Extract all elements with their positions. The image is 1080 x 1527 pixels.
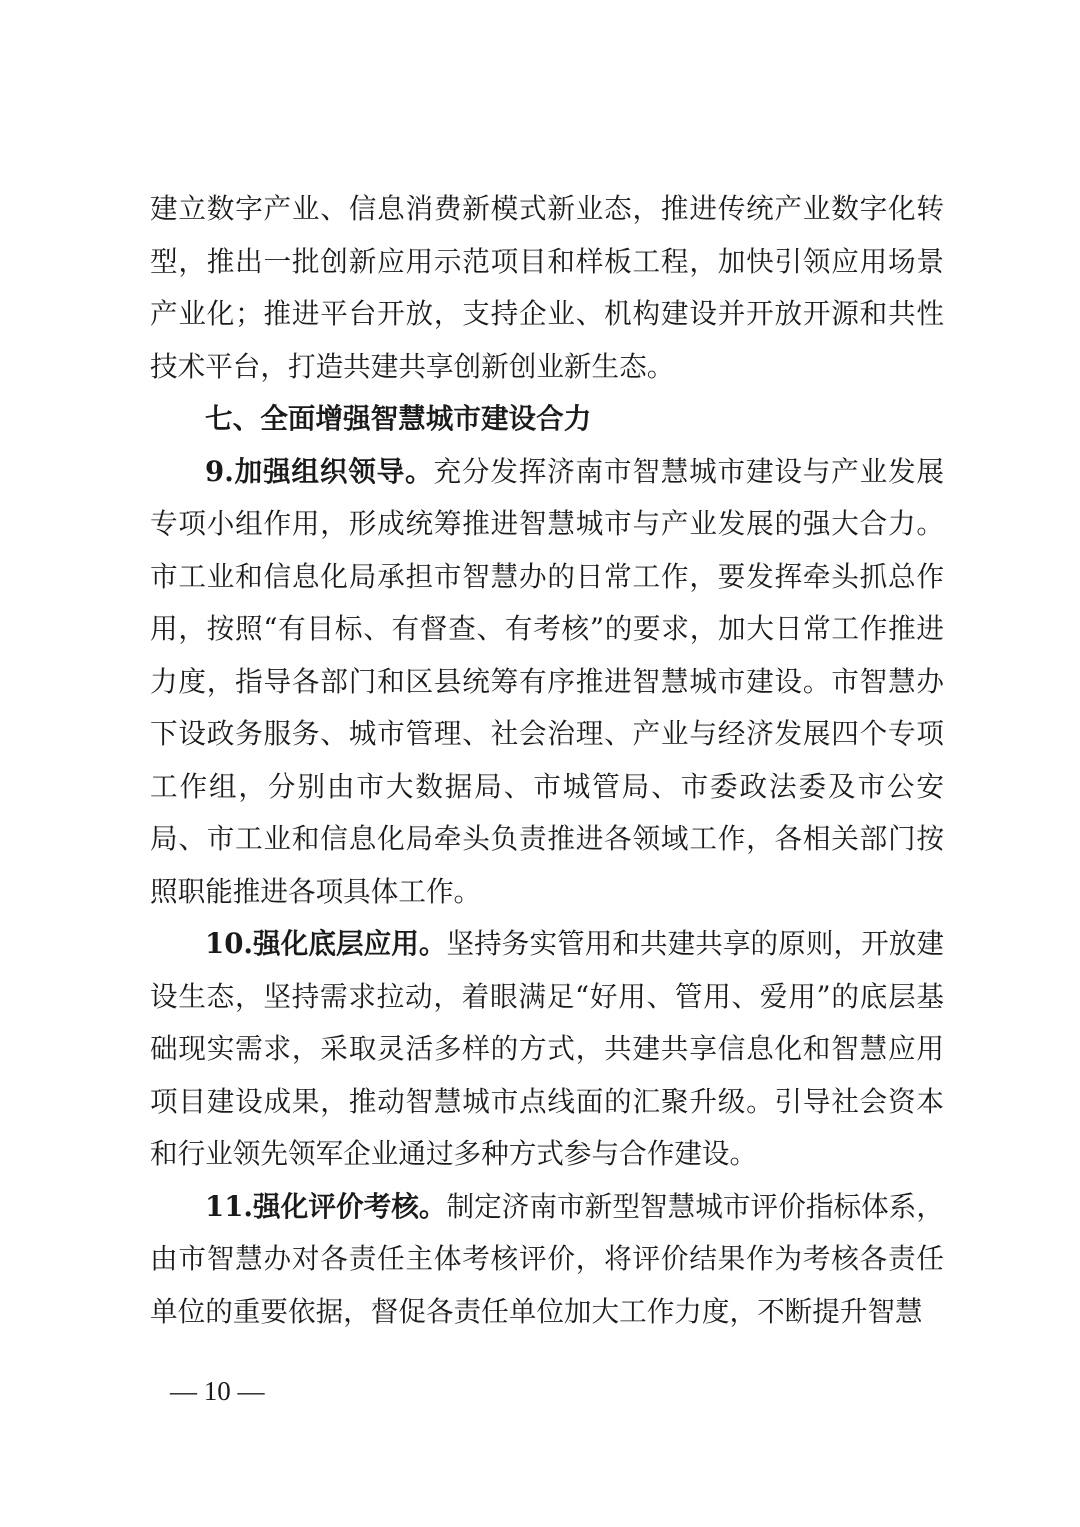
item-lead-10: 10.强化底层应用。 <box>205 927 447 960</box>
page-number: — 10 — <box>170 1376 265 1406</box>
intro-paragraph: 建立数字产业、信息消费新模式新业态，推进传统产业数字化转型，推出一批创新应用示范项目和样板工程，加快引领应用场景产业化；推进平台开放，支持企业、机构建设并开放开源和共性技术平台，打造共建共享创新创业新生态。 <box>150 192 944 383</box>
item-body-11: 制定济南市新型智慧城市评价指标体系，由市智慧办对各责任主体考核评价，将评价结果作为考核各责任单位的重要依据，督促各责任单位加大工作力度，不断提升智慧 <box>150 1189 944 1328</box>
item-body-9: 充分发挥济南市智慧城市建设与产业发展专项小组作用，形成统筹推进智慧城市与产业发展的强大合力。市工业和信息化局承担市智慧办的日常工作，要发挥牵头抓总作用，按照“有目标、有督查、有考核”的要求，加大日常工作推进力度，指导各部门和区县统筹有序推进智慧城市建设。市智慧办下设政务服务、城市管理、社会治理、产业与经济发展四个专项工作组，分别由市大数据局、市城管局、市委政法委及市公安局、市工业和信息化局牵头负责推进各领域工作，各相关部门按照职能推进各项具体工作。 <box>150 454 944 908</box>
item-paragraph-9 <box>150 446 944 919</box>
item-paragraph-10 <box>150 918 944 1181</box>
item-body-10: 坚持务实管用和共建共享的原则，开放建设生态，坚持需求拉动，着眼满足“好用、管用、爱用”的底层基础现实需求，采取灵活多样的方式，共建共享信息化和智慧应用项目建设成果，推动智慧城市点线面的汇聚升级。引导社会资本和行业领先领军企业通过多种方式参与合作建设。 <box>150 927 944 1170</box>
document-body <box>150 183 944 1338</box>
item-lead-11: 11.强化评价考核。 <box>205 1189 447 1223</box>
item-lead-9: 9.加强组织领导。 <box>205 454 434 488</box>
section-heading: 七、全面增强智慧城市建设合力 <box>205 402 592 435</box>
item-paragraph-11 <box>150 1181 944 1339</box>
